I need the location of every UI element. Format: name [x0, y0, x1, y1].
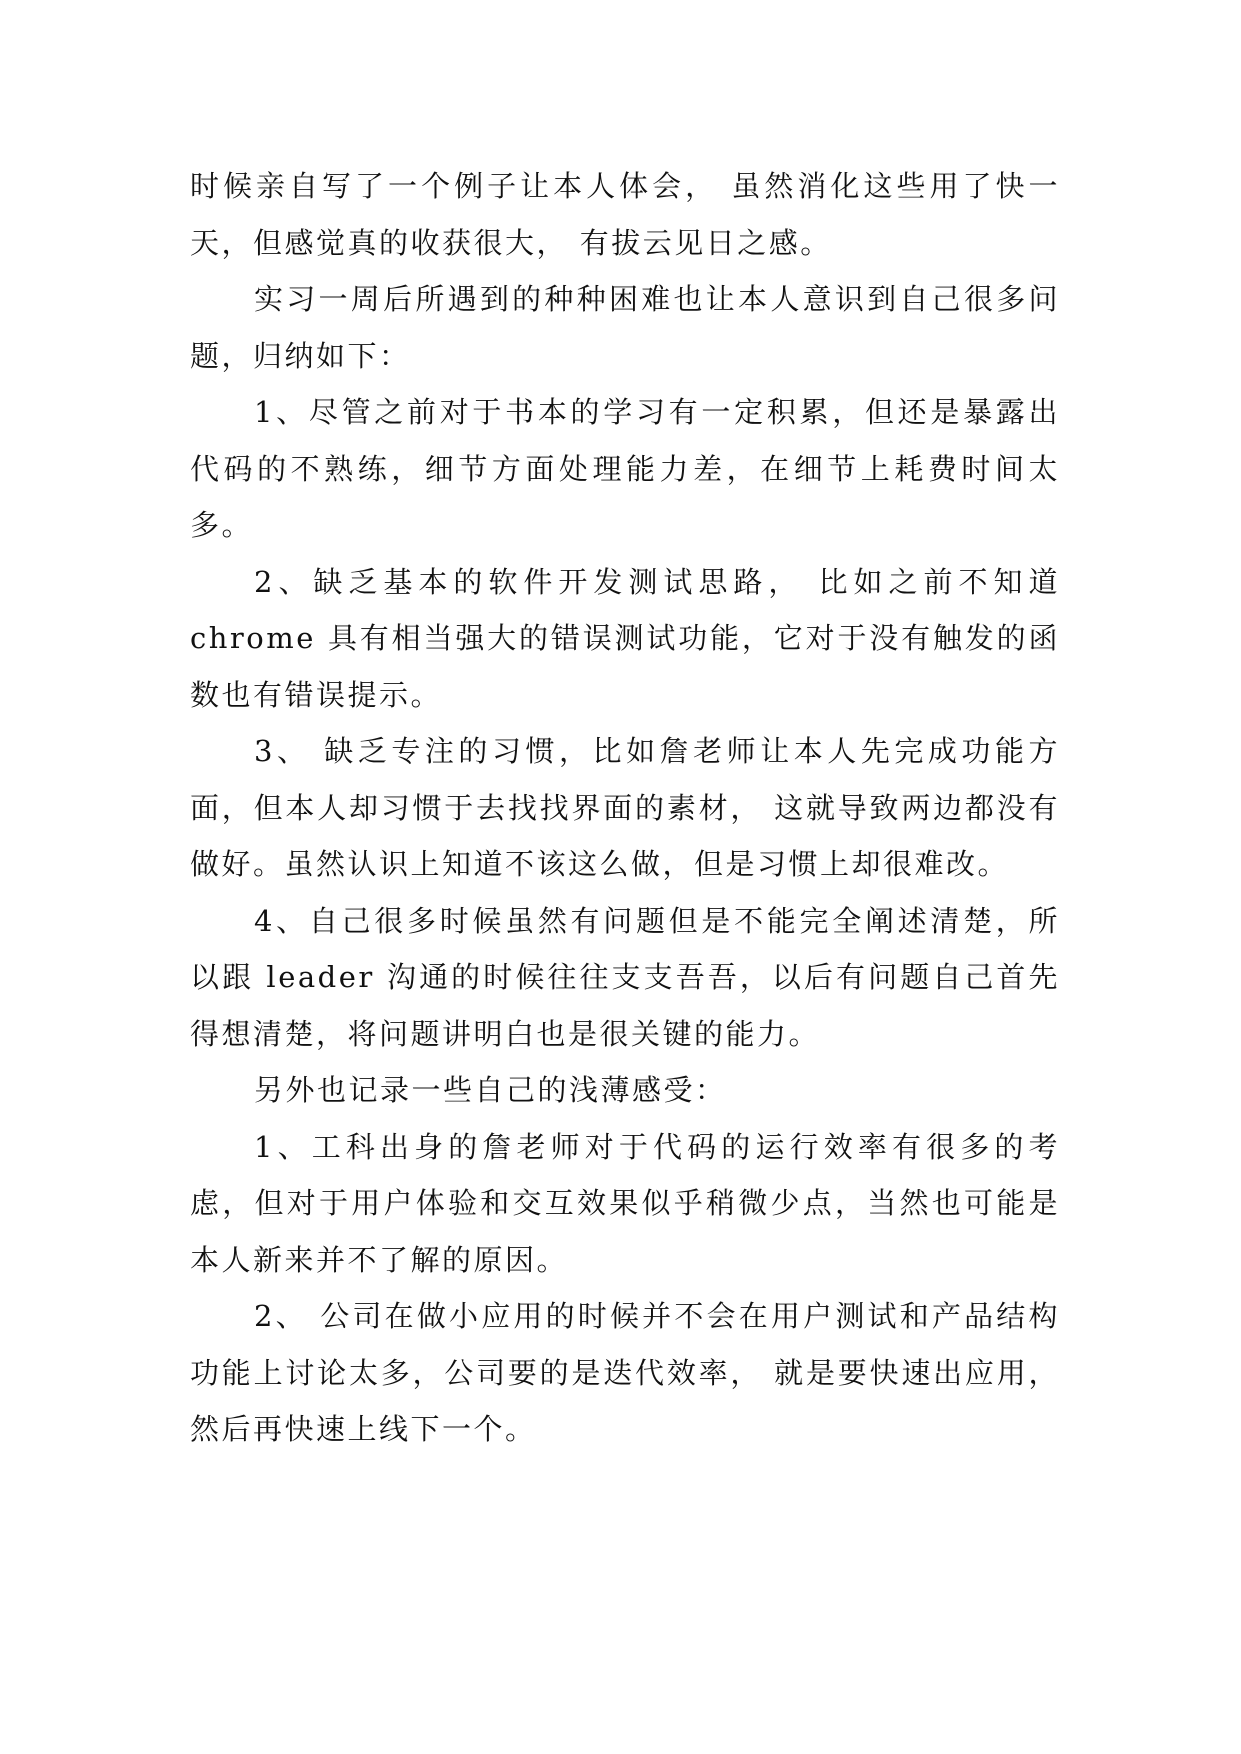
- paragraph-4: 2、缺乏基本的软件开发测试思路， 比如之前不知道 chrome 具有相当强大的错误测试功能，它对于没有触发的函数也有错误提示。: [190, 564, 1060, 712]
- paragraph-2: 实习一周后所遇到的种种困难也让本人意识到自己很多问题，归纳如下：: [190, 282, 1060, 373]
- paragraph-7: 另外也记录一些自己的浅薄感受：: [254, 1073, 727, 1107]
- paragraph-6: 4、自己很多时候虽然有问题但是不能完全阐述清楚，所以跟 leader 沟通的时候往往支支吾吾，以后有问题自己首先得想清楚，将问题讲明白也是很关键的能力。: [190, 903, 1060, 1051]
- paragraph-3: 1、尽管之前对于书本的学习有一定积累，但还是暴露出代码的不熟练，细节方面处理能力差，在细节上耗费时间太多。: [190, 395, 1060, 542]
- paragraph-8: 1、工科出身的詹老师对于代码的运行效率有很多的考虑，但对于用户体验和交互效果似乎稍微少点，当然也可能是本人新来并不了解的原因。: [190, 1129, 1060, 1277]
- paragraph-9: 2、 公司在做小应用的时候并不会在用户测试和产品结构功能上讨论太多，公司要的是迭代效率， 就是要快速出应用，然后再快速上线下一个。: [190, 1299, 1060, 1446]
- document-body: [190, 158, 1060, 1458]
- paragraph-5: 3、 缺乏专注的习惯，比如詹老师让本人先完成功能方面，但本人却习惯于去找找界面的素材， 这就导致两边都没有做好。虽然认识上知道不该这么做，但是习惯上却很难改。: [190, 734, 1060, 881]
- paragraph-1: 时候亲自写了一个例子让本人体会， 虽然消化这些用了快一天，但感觉真的收获很大， 有拔云见日之感。: [190, 169, 1060, 260]
